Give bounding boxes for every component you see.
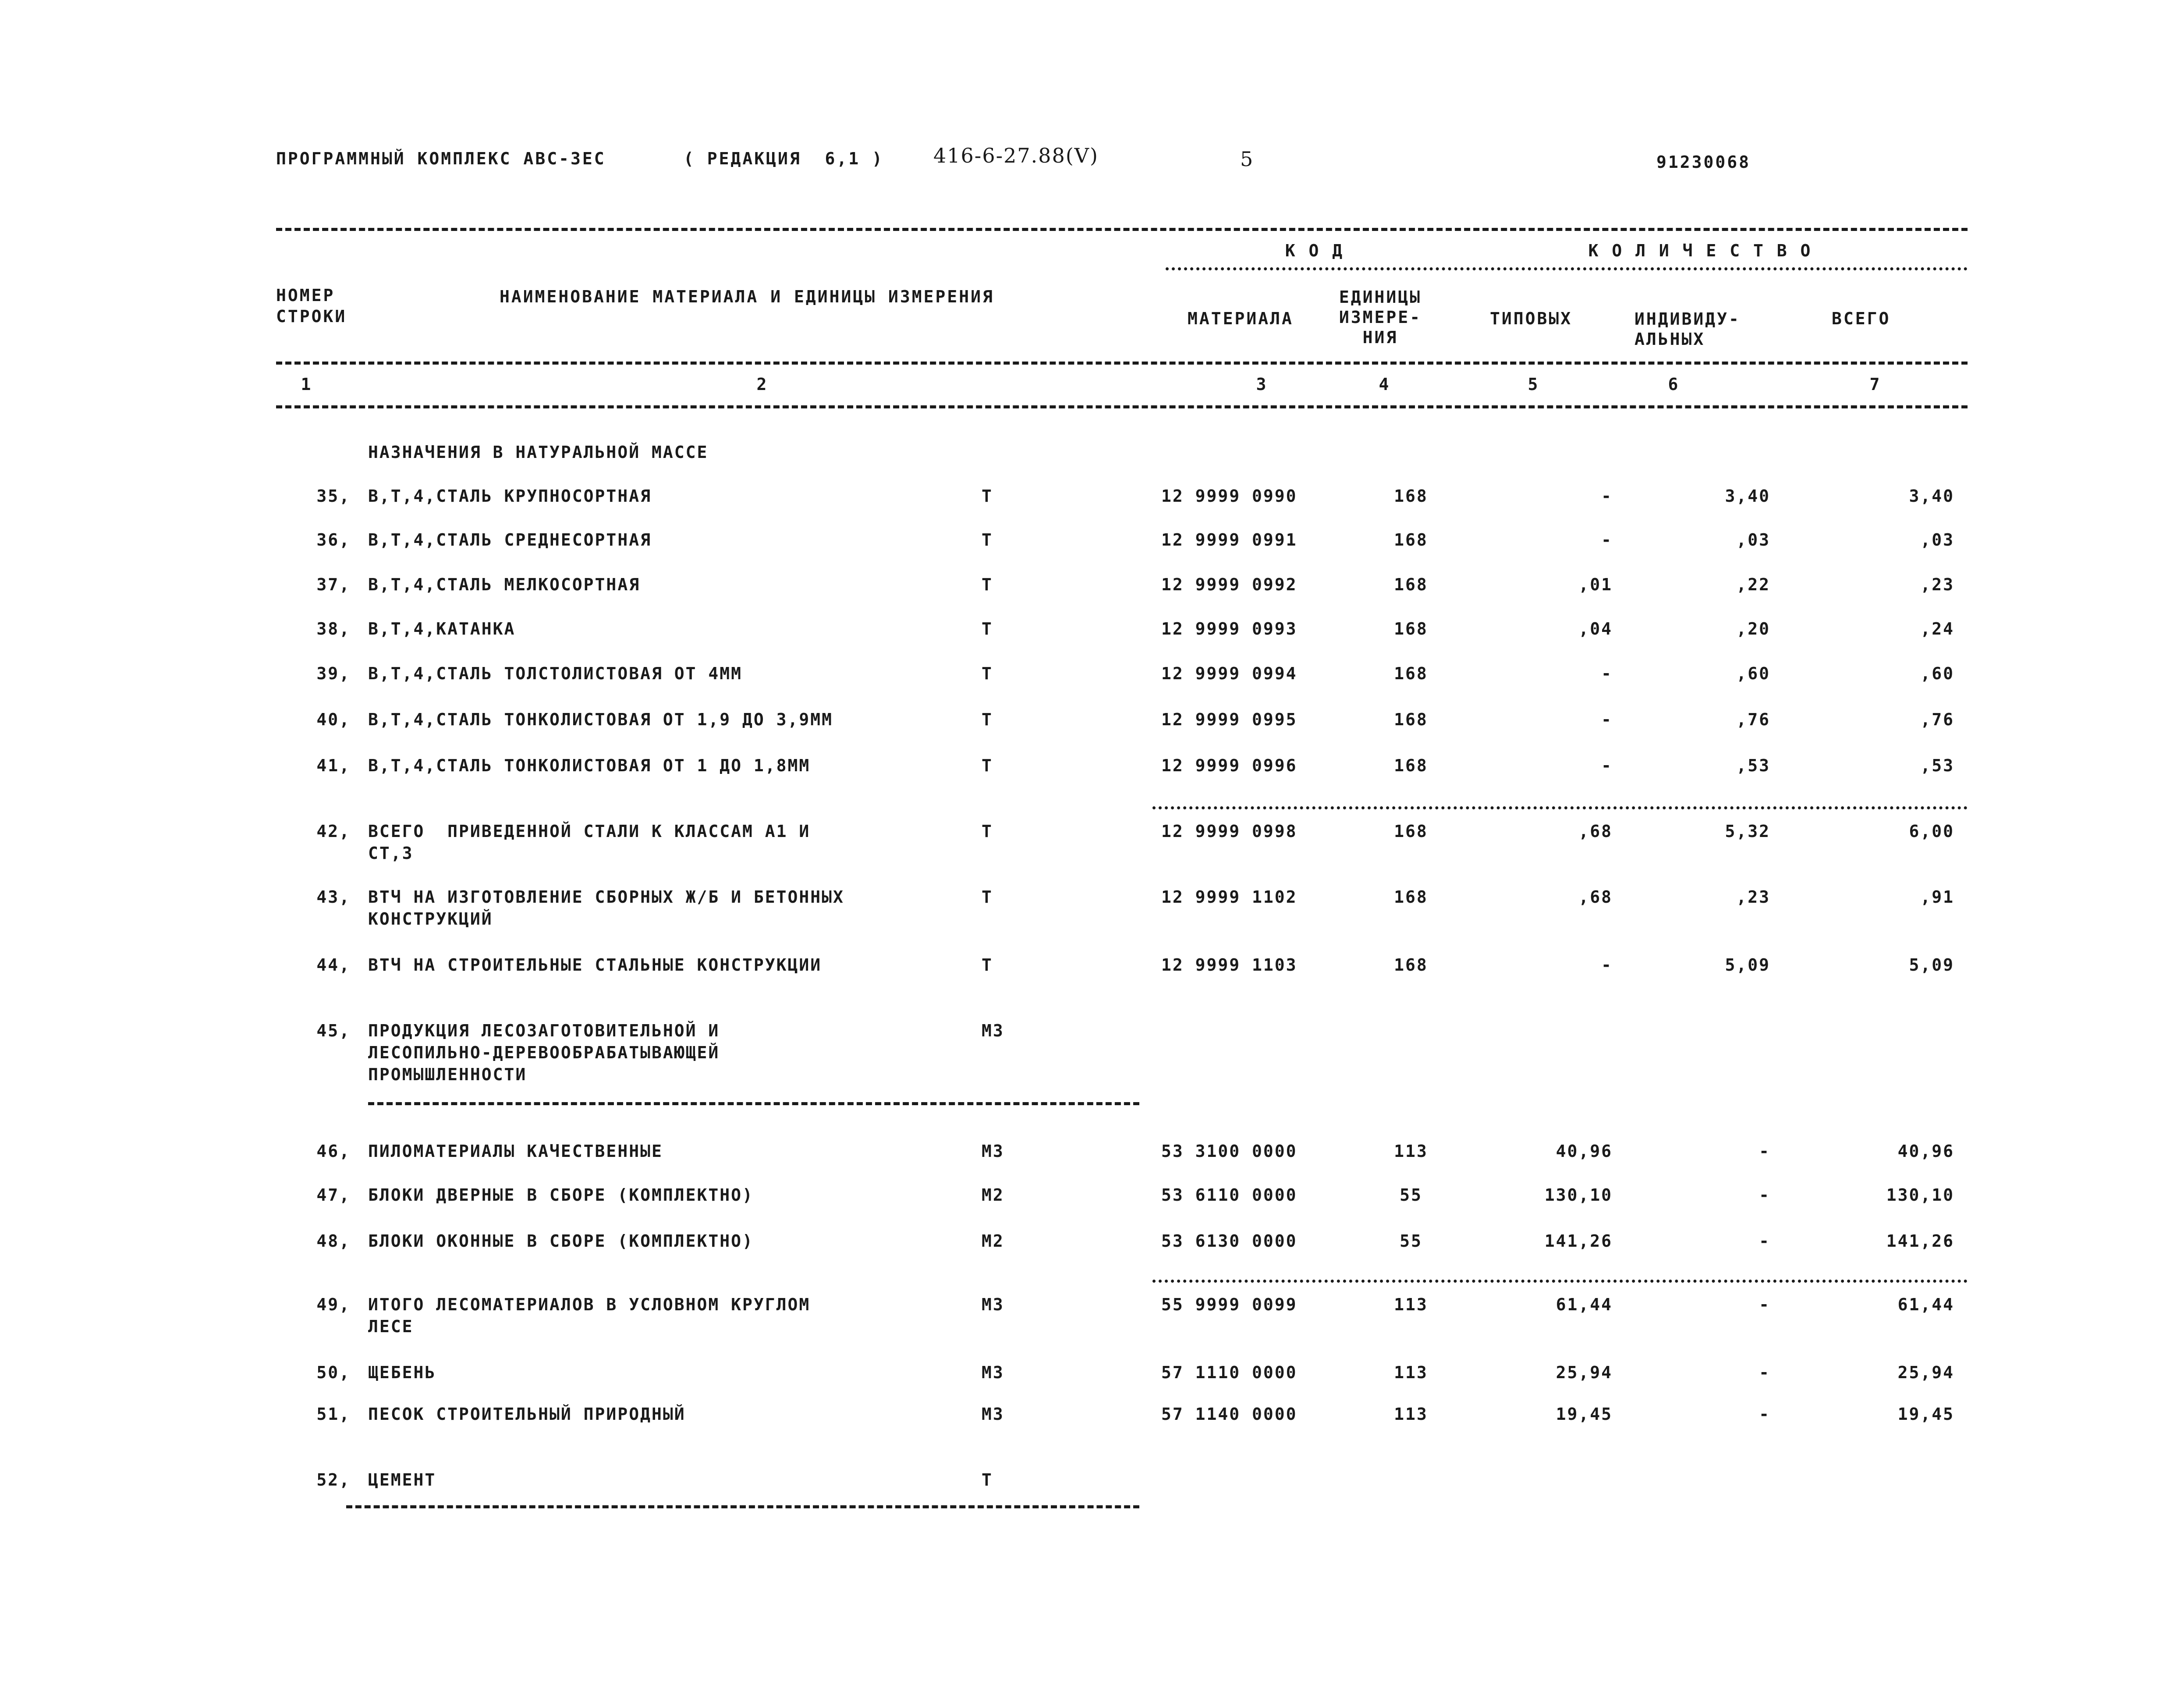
material-code: 12 9999 0993 (1161, 619, 1298, 638)
material-name: В,Т,4,КАТАНКА (368, 619, 516, 638)
total-qty: 3,40 (1909, 486, 1954, 506)
total-qty: 5,09 (1909, 955, 1954, 975)
material-name: ЩЕБЕНЬ (368, 1363, 436, 1382)
header-rule-bottom (276, 405, 1968, 408)
typical-qty: - (1601, 530, 1613, 550)
row-number: 35, (316, 486, 351, 506)
typical-qty: 61,44 (1556, 1295, 1613, 1314)
unit-code: 168 (1394, 530, 1428, 550)
unit-of-measure: Т (982, 887, 993, 907)
unit-of-measure: Т (982, 486, 993, 506)
unit-code-heading (1328, 287, 1433, 348)
row-number-heading (276, 285, 347, 327)
unit-of-measure: М2 (982, 1231, 1004, 1251)
unit-of-measure: М3 (982, 1142, 1004, 1161)
individual-qty: ,20 (1736, 619, 1770, 638)
row-number-heading-line1: НОМЕР (276, 286, 335, 305)
material-code: 12 9999 0995 (1161, 710, 1298, 729)
unit-code: 55 (1400, 1231, 1422, 1251)
total-qty: 19,45 (1897, 1404, 1954, 1424)
unit-code: 113 (1394, 1295, 1428, 1314)
typical-qty: 141,26 (1544, 1231, 1613, 1251)
quantity-group-heading: К О Л И Ч Е С Т В О (1588, 241, 1812, 260)
material-name-heading: НАИМЕНОВАНИЕ МАТЕРИАЛА И ЕДИНИЦЫ ИЗМЕРЕНИЯ (500, 287, 994, 306)
unit-of-measure: Т (982, 664, 993, 683)
material-code: 55 9999 0099 (1161, 1295, 1298, 1314)
row-number: 50, (316, 1363, 351, 1382)
material-code: 53 3100 0000 (1161, 1142, 1298, 1161)
material-code: 12 9999 0992 (1161, 575, 1298, 594)
row-number-heading-line2: СТРОКИ (276, 307, 347, 326)
unit-code: 55 (1400, 1185, 1422, 1205)
total-qty: ,03 (1920, 530, 1954, 550)
total-qty: ,60 (1920, 664, 1954, 683)
row-number: 43, (316, 887, 351, 907)
material-name: ВТЧ НА СТРОИТЕЛЬНЫЕ СТАЛЬНЫЕ КОНСТРУКЦИИ (368, 955, 822, 975)
material-name: КОНСТРУКЦИЙ (368, 909, 493, 929)
unit-of-measure: М3 (982, 1404, 1004, 1424)
total-qty: 25,94 (1897, 1363, 1954, 1382)
individual-heading (1634, 309, 1741, 349)
total-qty: 61,44 (1897, 1295, 1954, 1314)
row-number: 40, (316, 710, 351, 729)
typical-qty: - (1601, 664, 1613, 683)
column-number-2: 2 (756, 375, 769, 394)
unit-code: 168 (1394, 756, 1428, 775)
material-name: В,Т,4,СТАЛЬ ТОНКОЛИСТОВАЯ ОТ 1 ДО 1,8ММ (368, 756, 811, 775)
material-name: В,Т,4,СТАЛЬ СРЕДНЕСОРТНАЯ (368, 530, 652, 550)
subtotal-rule-steel (1152, 806, 1968, 809)
column-number-1: 1 (301, 375, 313, 394)
group-end-rule-cement (346, 1505, 1139, 1508)
material-code: 12 9999 0991 (1161, 530, 1298, 550)
row-number: 52, (316, 1470, 351, 1489)
material-name: ВТЧ НА ИЗГОТОВЛЕНИЕ СБОРНЫХ Ж/Б И БЕТОННЫХ (368, 887, 844, 907)
typical-qty: - (1601, 486, 1613, 506)
material-code: 12 9999 1102 (1161, 887, 1298, 907)
column-number-5: 5 (1528, 375, 1540, 394)
row-number: 44, (316, 955, 351, 975)
total-qty: 130,10 (1886, 1185, 1954, 1205)
unit-code: 113 (1394, 1142, 1428, 1161)
total-heading: ВСЕГО (1832, 309, 1891, 328)
row-number: 41, (316, 756, 351, 775)
material-name: ПЕСОК СТРОИТЕЛЬНЫЙ ПРИРОДНЫЙ (368, 1404, 686, 1424)
material-code: 53 6130 0000 (1161, 1231, 1298, 1251)
typical-qty: - (1601, 756, 1613, 775)
document-code: 416-6-27.88(V) (933, 144, 1099, 167)
header-rule-top (276, 228, 1968, 231)
material-name: БЛОКИ ОКОННЫЕ В СБОРЕ (КОМПЛЕКТНО) (368, 1231, 754, 1251)
typical-qty: ,01 (1578, 575, 1613, 594)
edition-label: ( РЕДАКЦИЯ 6,1 ) (684, 149, 884, 168)
material-code: 53 6110 0000 (1161, 1185, 1298, 1205)
material-name: В,Т,4,СТАЛЬ ТОНКОЛИСТОВАЯ ОТ 1,9 ДО 3,9ММ (368, 710, 833, 729)
individual-qty: ,23 (1736, 887, 1770, 907)
typical-qty: ,68 (1578, 887, 1613, 907)
material-name: В,Т,4,СТАЛЬ ТОЛСТОЛИСТОВАЯ ОТ 4ММ (368, 664, 742, 683)
unit-of-measure: М3 (982, 1295, 1004, 1314)
group-heading-rule (1166, 267, 1968, 270)
individual-qty: 5,09 (1725, 955, 1770, 975)
individual-heading-line1: ИНДИВИДУ- (1634, 309, 1741, 329)
material-name: ЦЕМЕНТ (368, 1470, 436, 1489)
material-code: 57 1140 0000 (1161, 1404, 1298, 1424)
row-number: 42, (316, 822, 351, 841)
unit-of-measure: Т (982, 710, 993, 729)
code-group-heading: К О Д (1285, 241, 1344, 260)
group-end-rule-timber (368, 1102, 1139, 1105)
row-number: 48, (316, 1231, 351, 1251)
unit-code: 168 (1394, 664, 1428, 683)
unit-code: 168 (1394, 486, 1428, 506)
program-title: ПРОГРАММНЫЙ КОМПЛЕКС АВС-ЗЕС (276, 149, 606, 168)
total-qty: ,53 (1920, 756, 1954, 775)
row-number: 38, (316, 619, 351, 638)
unit-of-measure: Т (982, 822, 993, 841)
individual-qty: ,60 (1736, 664, 1770, 683)
material-name: ПРОМЫШЛЕННОСТИ (368, 1065, 527, 1084)
material-code: 12 9999 0996 (1161, 756, 1298, 775)
column-number-6: 6 (1668, 375, 1680, 394)
material-name: БЛОКИ ДВЕРНЫЕ В СБОРЕ (КОМПЛЕКТНО) (368, 1185, 754, 1205)
unit-of-measure: Т (982, 756, 993, 775)
material-name: ЛЕСОПИЛЬНО-ДЕРЕВООБРАБАТЫВАЮЩЕЙ (368, 1043, 720, 1062)
continuation-text: НАЗНАЧЕНИЯ В НАТУРАЛЬНОЙ МАССЕ (368, 443, 709, 462)
material-name: ПИЛОМАТЕРИАЛЫ КАЧЕСТВЕННЫЕ (368, 1142, 663, 1161)
unit-code: 113 (1394, 1363, 1428, 1382)
unit-code-heading-line3: НИЯ (1362, 328, 1398, 347)
total-qty: 141,26 (1886, 1231, 1954, 1251)
individual-qty: 5,32 (1725, 822, 1770, 841)
individual-qty: ,22 (1736, 575, 1770, 594)
column-number-3: 3 (1256, 375, 1268, 394)
material-name: В,Т,4,СТАЛЬ КРУПНОСОРТНАЯ (368, 486, 652, 506)
total-qty: ,24 (1920, 619, 1954, 638)
typical-qty: ,04 (1578, 619, 1613, 638)
unit-code-heading-line2: ИЗМЕРЕ- (1339, 308, 1422, 327)
unit-of-measure: Т (982, 1470, 993, 1489)
unit-of-measure: Т (982, 530, 993, 550)
unit-of-measure: Т (982, 575, 993, 594)
unit-code-heading-line1: ЕДИНИЦЫ (1339, 287, 1422, 307)
unit-of-measure: М2 (982, 1185, 1004, 1205)
unit-code: 168 (1394, 822, 1428, 841)
material-name: ВСЕГО ПРИВЕДЕННОЙ СТАЛИ К КЛАССАМ А1 И (368, 822, 811, 841)
form-code: 91230068 (1656, 152, 1751, 172)
unit-code: 113 (1394, 1404, 1428, 1424)
typical-heading: ТИПОВЫХ (1490, 309, 1573, 328)
material-name: ЛЕСЕ (368, 1317, 414, 1336)
unit-of-measure: М3 (982, 1021, 1004, 1040)
total-qty: ,91 (1920, 887, 1954, 907)
material-name: ПРОДУКЦИЯ ЛЕСОЗАГОТОВИТЕЛЬНОЙ И (368, 1021, 720, 1040)
individual-qty: - (1759, 1363, 1770, 1382)
row-number: 49, (316, 1295, 351, 1314)
unit-code: 168 (1394, 887, 1428, 907)
column-number-4: 4 (1379, 375, 1391, 394)
unit-of-measure: М3 (982, 1363, 1004, 1382)
material-code: 12 9999 0990 (1161, 486, 1298, 506)
total-qty: ,76 (1920, 710, 1954, 729)
unit-code: 168 (1394, 575, 1428, 594)
header-rule-middle (276, 362, 1968, 365)
row-number: 51, (316, 1404, 351, 1424)
typical-qty: - (1601, 710, 1613, 729)
individual-qty: - (1759, 1142, 1770, 1161)
unit-of-measure: Т (982, 955, 993, 975)
material-name: СТ,3 (368, 844, 414, 863)
individual-qty: - (1759, 1185, 1770, 1205)
row-number: 45, (316, 1021, 351, 1040)
material-name: ИТОГО ЛЕСОМАТЕРИАЛОВ В УСЛОВНОМ КРУГЛОМ (368, 1295, 811, 1314)
individual-qty: ,76 (1736, 710, 1770, 729)
page-number: 5 (1240, 147, 1254, 171)
material-name: В,Т,4,СТАЛЬ МЕЛКОСОРТНАЯ (368, 575, 641, 594)
typical-qty: - (1601, 955, 1613, 975)
individual-qty: - (1759, 1404, 1770, 1424)
unit-of-measure: Т (982, 619, 993, 638)
typical-qty: 25,94 (1556, 1363, 1613, 1382)
row-number: 46, (316, 1142, 351, 1161)
subtotal-rule-timber (1152, 1280, 1968, 1283)
unit-code: 168 (1394, 955, 1428, 975)
material-code: 12 9999 0998 (1161, 822, 1298, 841)
material-code: 12 9999 0994 (1161, 664, 1298, 683)
row-number: 47, (316, 1185, 351, 1205)
row-number: 37, (316, 575, 351, 594)
material-code: 12 9999 1103 (1161, 955, 1298, 975)
row-number: 36, (316, 530, 351, 550)
unit-code: 168 (1394, 710, 1428, 729)
total-qty: ,23 (1920, 575, 1954, 594)
material-code-heading: МАТЕРИАЛА (1188, 309, 1294, 328)
individual-qty: ,03 (1736, 530, 1770, 550)
row-number: 39, (316, 664, 351, 683)
individual-qty: - (1759, 1295, 1770, 1314)
individual-heading-line2: АЛЬНЫХ (1634, 330, 1705, 349)
material-code: 57 1110 0000 (1161, 1363, 1298, 1382)
total-qty: 6,00 (1909, 822, 1954, 841)
individual-qty: - (1759, 1231, 1770, 1251)
unit-code: 168 (1394, 619, 1428, 638)
typical-qty: 130,10 (1544, 1185, 1613, 1205)
total-qty: 40,96 (1897, 1142, 1954, 1161)
individual-qty: 3,40 (1725, 486, 1770, 506)
typical-qty: 19,45 (1556, 1404, 1613, 1424)
typical-qty: 40,96 (1556, 1142, 1613, 1161)
individual-qty: ,53 (1736, 756, 1770, 775)
typical-qty: ,68 (1578, 822, 1613, 841)
column-number-7: 7 (1869, 375, 1882, 394)
